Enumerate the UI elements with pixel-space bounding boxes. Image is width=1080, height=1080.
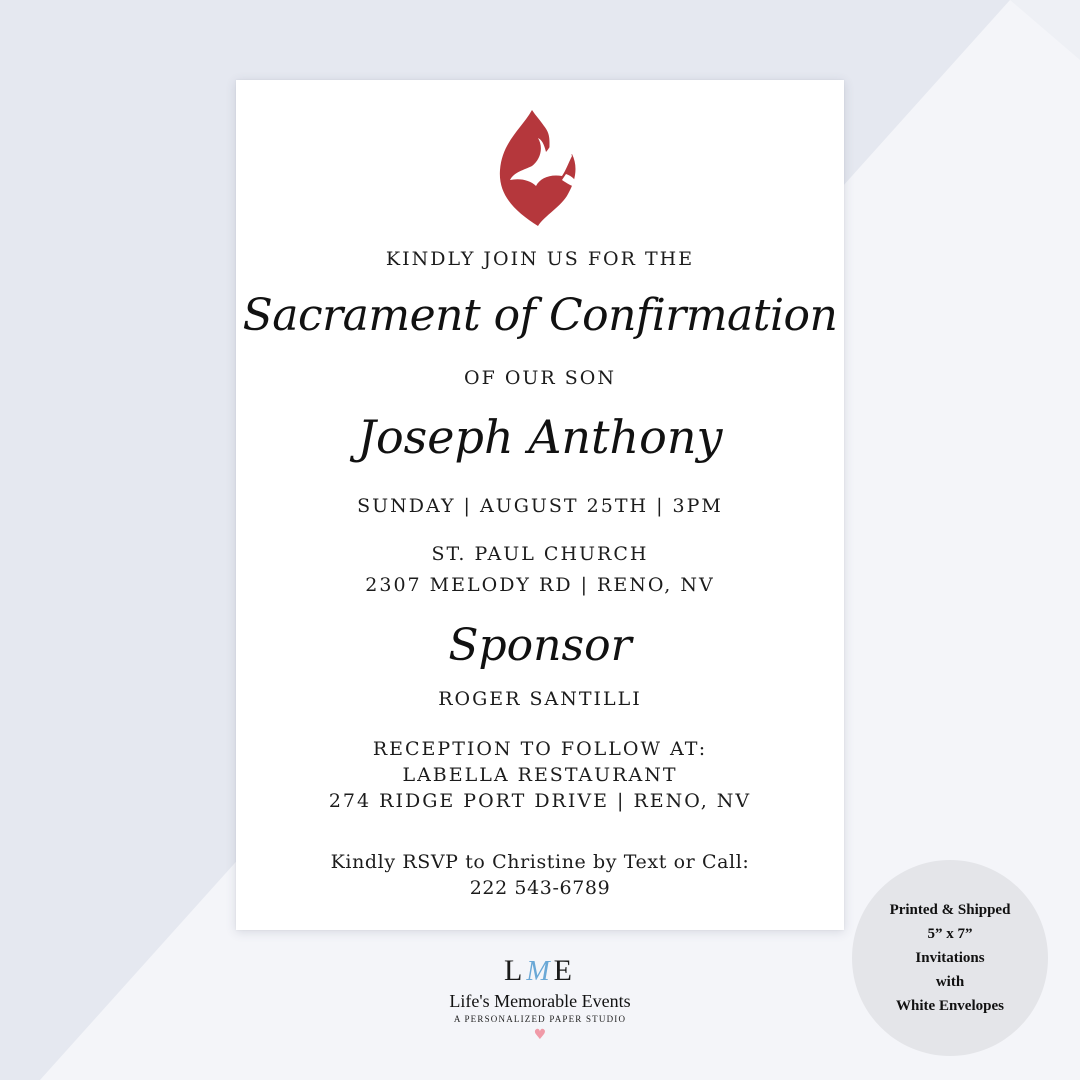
relation-text: OF OUR SON <box>464 367 616 389</box>
brand-name: Life's Memorable Events <box>449 991 631 1011</box>
honoree-name: Joseph Anthony <box>357 410 723 464</box>
reception-venue: LABELLA RESTAURANT <box>402 764 678 786</box>
reception-heading: RECEPTION TO FOLLOW AT: <box>372 738 708 760</box>
brand-monogram: LME <box>504 954 576 987</box>
badge-line: White Envelopes <box>896 998 1004 1014</box>
rsvp-line: Kindly RSVP to Christine by Text or Call: <box>330 851 750 873</box>
heart-icon: ♥ <box>533 1027 547 1043</box>
date-line: SUNDAY | AUGUST 25TH | 3PM <box>357 495 723 517</box>
dove-flame-icon <box>492 108 584 230</box>
rsvp-phone: 222 543-6789 <box>469 877 611 899</box>
badge-line: Invitations <box>915 950 985 966</box>
brand-logo <box>400 953 680 1043</box>
product-info-badge <box>852 860 1048 1056</box>
venue-address: 2307 MELODY RD | RENO, NV <box>365 574 715 596</box>
sponsor-name: ROGER SANTILLI <box>438 688 642 710</box>
badge-line: with <box>935 974 965 990</box>
badge-line: Printed & Shipped <box>889 902 1011 918</box>
sponsor-heading: Sponsor <box>448 620 632 671</box>
badge-line: 5” x 7” <box>927 926 973 942</box>
event-title: Sacrament of Confirmation <box>242 290 838 341</box>
reception-address: 274 RIDGE PORT DRIVE | RENO, NV <box>328 790 752 812</box>
venue-name: ST. PAUL CHURCH <box>431 543 649 565</box>
intro-text: KINDLY JOIN US FOR THE <box>385 248 695 270</box>
brand-tagline: A PERSONALIZED PAPER STUDIO <box>453 1014 627 1024</box>
